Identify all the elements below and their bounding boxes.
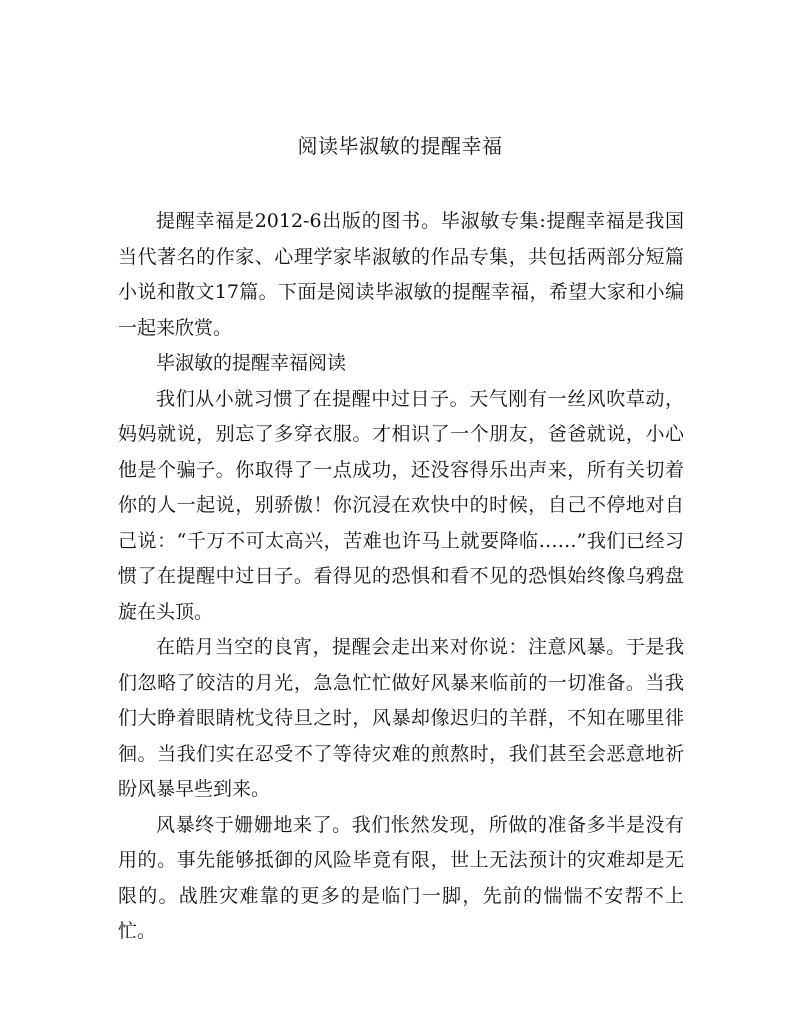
document-body (118, 204, 684, 950)
document-title: 阅读毕淑敏的提醒幸福 (297, 134, 503, 158)
section-heading: 毕淑敏的提醒幸福阅读 (156, 352, 347, 374)
body-paragraph: 在皓月当空的良宵，提醒会走出来对你说：注意风暴。于是我们忽略了皎洁的月光，急急忙忙做好风暴来临前的一切准备。当我们大睁着眼睛枕戈待旦之时，风暴却像迟归的羊群，不知在哪里徘徊。当我们实在忍受不了等待灾难的煎熬时，我们甚至会恶意地祈盼风暴早些到来。 (118, 636, 684, 800)
body-paragraph: 我们从小就习惯了在提醒中过日子。天气刚有一丝风吹草动，妈妈就说，别忘了多穿衣服。才相识了一个朋友，爸爸就说，小心他是个骗子。你取得了一点成功，还没容得乐出声来，所有关切着你的人一起说，别骄傲！你沉浸在欢快中的时候，自己不停地对自己说：“千万不可太高兴，苦难也许马上就要降临……”我们已经习惯了在提醒中过日子。看得见的恐惧和看不见的恐惧始终像乌鸦盘旋在头顶。 (118, 387, 684, 623)
body-paragraph: 风暴终于姗姗地来了。我们怅然发现，所做的准备多半是没有用的。事先能够抵御的风险毕竟有限，世上无法预计的灾难却是无限的。战胜灾难靠的更多的是临门一脚，先前的惴惴不安帮不上忙。 (118, 813, 684, 942)
intro-paragraph: 提醒幸福是2012-6出版的图书。毕淑敏专集:提醒幸福是我国当代著名的作家、心理学家毕淑敏的作品专集，共包括两部分短篇小说和散文17篇。下面是阅读毕淑敏的提醒幸福，希望大家和小编一起来欣赏。 (118, 210, 684, 339)
